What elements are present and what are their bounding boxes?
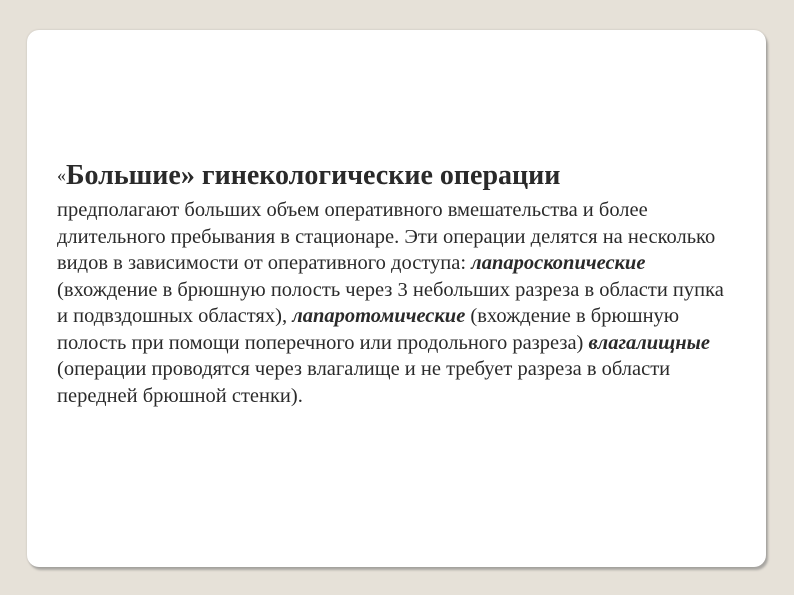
paragraph-part-1: предполагают больших объем оперативного вмешательства и более длительного пребывания в стационаре. Эти операции делятся на несколько видов в зависимости от оперативного доступа: [57, 199, 716, 274]
paragraph-part-2: (вхождение в брюшную полость через 3 небольших разреза в области пупка и подвздошных областях), [57, 278, 724, 327]
heading-title-text: Большие» гинекологические операции [66, 160, 561, 191]
term-laparotomic: лапаротомические [292, 305, 466, 327]
slide-heading [57, 157, 737, 194]
heading-open-quote: « [57, 165, 66, 185]
slide-content [57, 157, 737, 409]
paragraph-part-3: (вхождение в брюшную полость при помощи поперечного или продольного разреза) [57, 305, 680, 354]
term-laparoscopic: лапароскопические [471, 252, 646, 274]
slide-body-paragraph [57, 197, 737, 409]
term-vaginal: влагалищные [588, 331, 710, 354]
paragraph-part-4: (операции проводятся через влагалище и не требует разреза в области передней брюшной стенки). [57, 358, 671, 407]
